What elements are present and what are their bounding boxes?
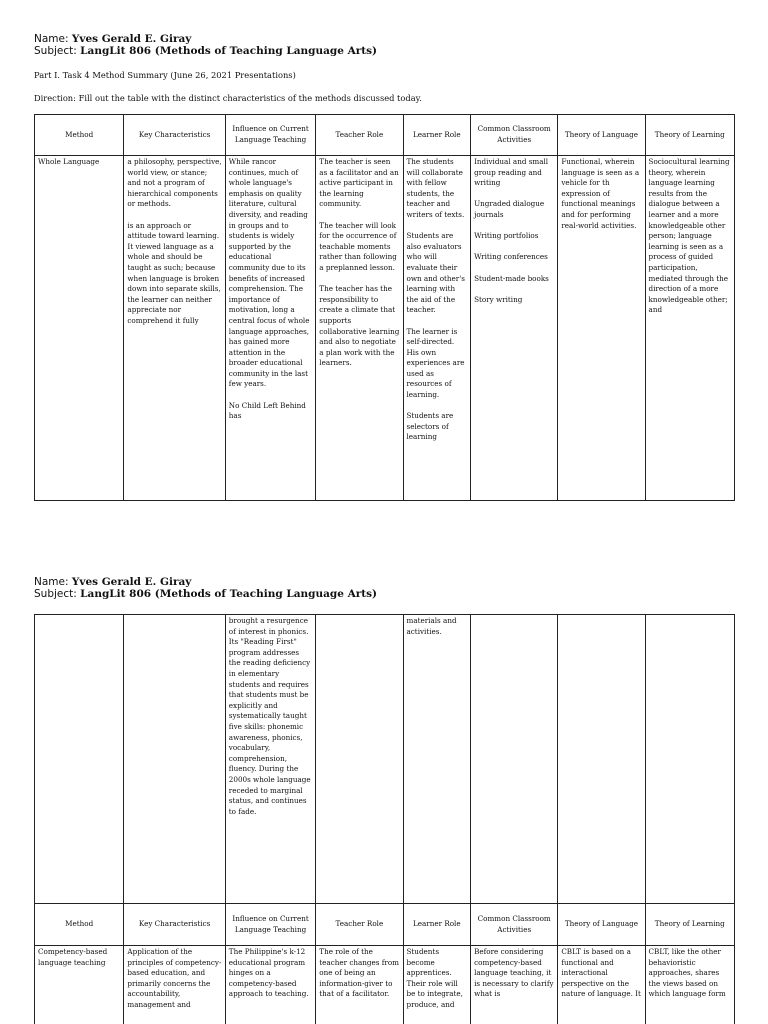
cell-method-cblt: Competency-based language teaching (35, 946, 124, 1024)
name-label-2: Name: (34, 576, 69, 588)
header-learner-role: Learner Role (403, 115, 471, 156)
cell-theory-language-cont (558, 615, 645, 904)
direction-text: Direction: Fill out the table with the distinct characteristics of the methods discussed today. (34, 93, 422, 103)
method-summary-table-continued (34, 614, 735, 1024)
subject-name: LangLit 806 (Methods of Teaching Language Arts) (80, 45, 378, 57)
page-gap (0, 520, 768, 566)
cell-teacher-role: The teacher is seen as a facilitator and an active participant in the learning community. The teacher will look for the occurrence of teachable moments rather than following a preplanned lesson. The teacher has the responsibility to create a climate that supports collaborative learning and also to negotiate a plan work with the learners. (316, 156, 403, 501)
table-header-row (35, 115, 735, 156)
cell-theory-language-cblt: CBLT is based on a functional and interactional perspective on the nature of language. It (558, 946, 645, 1024)
cell-influence: While rancor continues, much of whole language's emphasis on quality literature, cultural diversity, and reading in groups and to students is widely supported by the educational community due to its benefits of increased comprehension. The importance of motivation, long a central focus of whole language approaches, has gained more attention in the broader educational community in the last few years. No Child Left Behind has (225, 156, 315, 501)
header-teacher-role: Teacher Role (316, 115, 403, 156)
cell-key-cont (124, 615, 225, 904)
header-influence-2: Influence on Current Language Teaching (225, 904, 315, 946)
table-header-row-2 (35, 904, 735, 946)
student-name-2: Yves Gerald E. Giray (71, 576, 192, 588)
cell-learner-cont: materials and activities. (403, 615, 471, 904)
header-key-characteristics-2: Key Characteristics (124, 904, 225, 946)
header-learner-role-2: Learner Role (403, 904, 471, 946)
table-row-whole-language (35, 156, 735, 501)
header-activities-2: Common Classroom Activities (471, 904, 558, 946)
cell-influence-cont: brought a resurgence of interest in phonics. Its "Reading First" program addresses the reading deficiency in elementary students and requires that students must be explicitly and systematically taught five skills: phonemic awareness, phonics, vocabulary, comprehension, fluency. During the 2000s whole language receded to marginal status, and continues to fade. (225, 615, 315, 904)
cell-method-cont (35, 615, 124, 904)
method-summary-table (34, 114, 735, 501)
subject-name-2: LangLit 806 (Methods of Teaching Language Arts) (80, 588, 378, 600)
cell-method: Whole Language (35, 156, 124, 501)
header-influence: Influence on Current Language Teaching (225, 115, 315, 156)
cell-key-cblt: Application of the principles of competency-based education, and primarily concerns the accountability, management and (124, 946, 225, 1024)
header-key-characteristics: Key Characteristics (124, 115, 225, 156)
cell-theory-learning-cblt: CBLT, like the other behavioristic approaches, shares the views based on which language form (645, 946, 734, 1024)
header-method: Method (35, 115, 124, 156)
name-label: Name: (34, 33, 69, 45)
part-heading: Part I. Task 4 Method Summary (June 26, 2021 Presentations) (34, 70, 296, 80)
cell-activities-cblt: Before considering competency-based language teaching, it is necessary to clarify what is (471, 946, 558, 1024)
table-row-cblt (35, 946, 735, 1024)
header-method-2: Method (35, 904, 124, 946)
cell-learner-role: The students will collaborate with fellow students, the teacher and writers of texts. Students are also evaluators who will evaluate their own and other's learning with the aid of the teacher. The learner is self-directed. His own experiences are used as resources of learning. Students are selectors of learning (403, 156, 471, 501)
subject-line-2 (34, 588, 377, 601)
header-theory-learning-2: Theory of Learning (645, 904, 734, 946)
cell-activities-cont (471, 615, 558, 904)
cell-teacher-cblt: The role of the teacher changes from one of being an information-giver to that of a facilitator. (316, 946, 403, 1024)
cell-learner-cblt: Students become apprentices. Their role will be to integrate, produce, and (403, 946, 471, 1024)
header-theory-language: Theory of Language (558, 115, 645, 156)
subject-label: Subject: (34, 45, 77, 57)
cell-activities: Individual and small group reading and writing Ungraded dialogue journals Writing portfolios Writing conferences Student-made books Story writing (471, 156, 558, 501)
header-theory-language-2: Theory of Language (558, 904, 645, 946)
cell-theory-language: Functional, wherein language is seen as a vehicle for th expression of functional meanings and for performing real-world activities. (558, 156, 645, 501)
subject-line (34, 45, 377, 58)
subject-label-2: Subject: (34, 588, 77, 600)
student-name: Yves Gerald E. Giray (71, 33, 192, 45)
cell-influence-cblt: The Philippine's k-12 educational program hinges on a competency-based approach to teaching. (225, 946, 315, 1024)
cell-theory-learning-cont (645, 615, 734, 904)
header-activities: Common Classroom Activities (471, 115, 558, 156)
cell-teacher-cont (316, 615, 403, 904)
header-theory-learning: Theory of Learning (645, 115, 734, 156)
header-teacher-role-2: Teacher Role (316, 904, 403, 946)
cell-key-characteristics: a philosophy, perspective, world view, or stance; and not a program of hierarchical components or methods. is an approach or attitude toward learning. It viewed language as a whole and should be taught as such; because when language is broken down into separate skills, the learner can neither appreciate nor comprehend it fully (124, 156, 225, 501)
table-row-continued (35, 615, 735, 904)
document-page-2 (0, 566, 768, 1024)
cell-theory-learning: Sociocultural learning theory, wherein language learning results from the dialogue between a learner and a more knowledgeable other person; language learning is seen as a process of guided participation, mediated through the direction of a more knowledgeable other; and (645, 156, 734, 501)
